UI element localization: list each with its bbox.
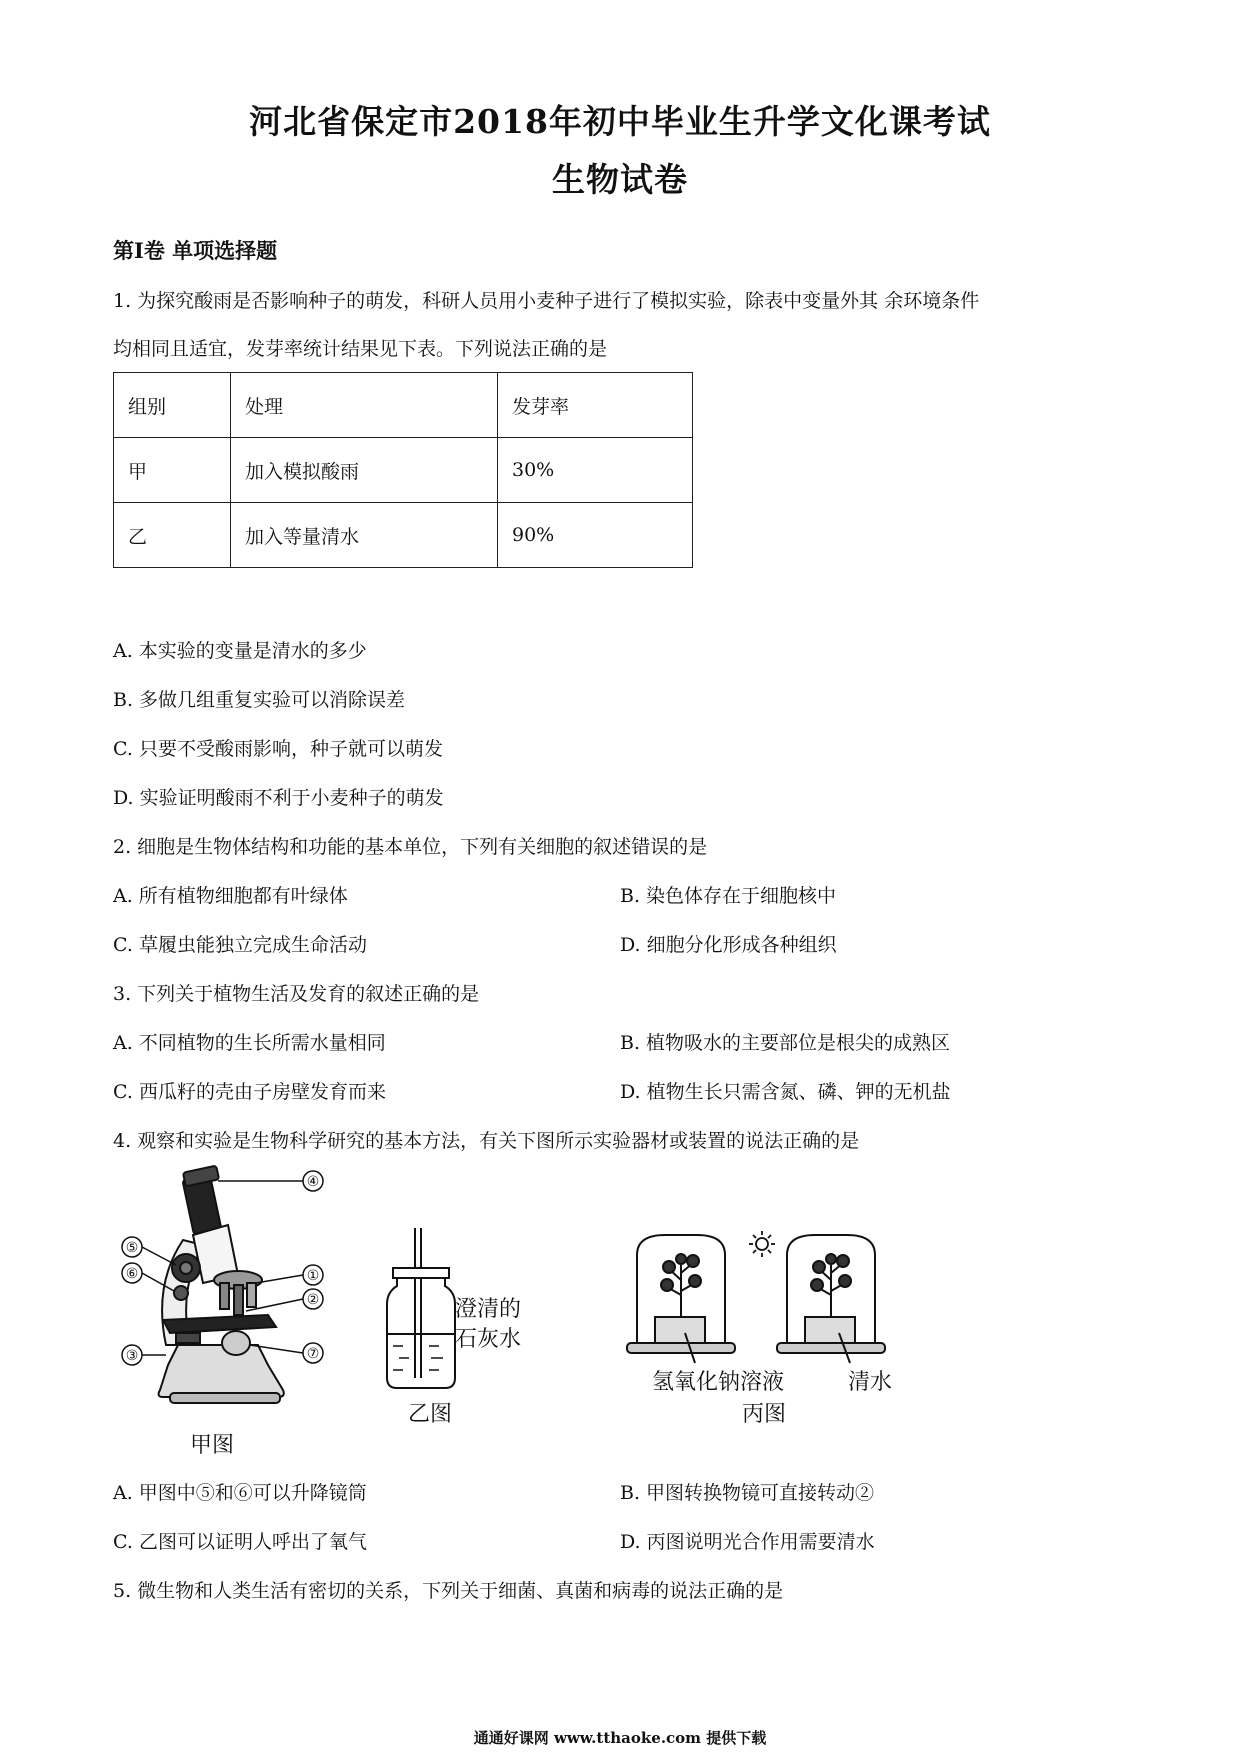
exam-subtitle: 生物试卷 — [552, 160, 688, 199]
table-cell: 加入模拟酸雨 — [231, 438, 498, 503]
q1-stem-line2: 均相同且适宜，发芽率统计结果见下表。下列说法正确的是 — [113, 338, 608, 360]
table-cell: 90% — [498, 503, 693, 568]
naoh-label: 氢氧化钠溶液 — [652, 1370, 785, 1395]
germination-table — [113, 372, 693, 568]
table-header-row — [114, 373, 693, 438]
table-cell: 乙 — [114, 503, 231, 568]
table-header-cell: 组别 — [114, 373, 231, 438]
q1-option-b: B. 多做几组重复实验可以消除误差 — [113, 689, 406, 711]
q4-option-a: A. 甲图中⑤和⑥可以升降镜筒 — [113, 1482, 367, 1504]
q4-option-d: D. 丙图说明光合作用需要清水 — [620, 1531, 875, 1553]
page-footer: 通通好课网 www.tthaoke.com 提供下载 — [473, 1729, 767, 1747]
callout-6: ⑥ — [125, 1266, 139, 1282]
q5-stem: 5. 微生物和人类生活有密切的关系，下列关于细菌、真菌和病毒的说法正确的是 — [113, 1580, 784, 1602]
table-row — [114, 438, 693, 503]
sun-icon — [748, 1230, 776, 1258]
lime-water-label-1: 澄清的 — [455, 1297, 522, 1322]
table-cell: 甲 — [114, 438, 231, 503]
q1-option-c: C. 只要不受酸雨影响，种子就可以萌发 — [113, 738, 443, 760]
water-label: 清水 — [848, 1370, 893, 1395]
table-cell: 30% — [498, 438, 693, 503]
q2-option-d: D. 细胞分化形成各种组织 — [620, 934, 837, 956]
q2-stem: 2. 细胞是生物体结构和功能的基本单位，下列有关细胞的叙述错误的是 — [113, 836, 708, 858]
q4-option-b: B. 甲图转换物镜可直接转动② — [620, 1482, 875, 1504]
table-header-cell: 处理 — [231, 373, 498, 438]
exam-title: 河北省保定市2018年初中毕业生升学文化课考试 — [249, 102, 991, 141]
section-heading: 第Ⅰ卷 单项选择题 — [113, 238, 278, 263]
callout-7: ⑦ — [306, 1346, 320, 1362]
q1-stem-line1: 1. 为探究酸雨是否影响种子的萌发，科研人员用小麦种子进行了模拟实验，除表中变量外其 余环境条件 — [113, 290, 980, 312]
q3-stem: 3. 下列关于植物生活及发育的叙述正确的是 — [113, 983, 480, 1005]
figure-yi-label: 乙图 — [408, 1402, 453, 1427]
q1-option-d: D. 实验证明酸雨不利于小麦种子的萌发 — [113, 787, 444, 809]
table-cell: 加入等量清水 — [231, 503, 498, 568]
callout-3: ③ — [125, 1348, 139, 1364]
figure-bing-label: 丙图 — [742, 1402, 787, 1427]
q3-option-a: A. 不同植物的生长所需水量相同 — [113, 1032, 386, 1054]
callout-1: ① — [306, 1268, 320, 1284]
q3-option-d: D. 植物生长只需含氮、磷、钾的无机盐 — [620, 1081, 951, 1103]
microscope-icon — [108, 1165, 358, 1455]
q4-option-c: C. 乙图可以证明人呼出了氧气 — [113, 1531, 367, 1553]
q3-option-b: B. 植物吸水的主要部位是根尖的成熟区 — [620, 1032, 951, 1054]
callout-5: ⑤ — [125, 1240, 139, 1256]
q3-option-c: C. 西瓜籽的壳由子房壁发育而来 — [113, 1081, 386, 1103]
q1-option-a: A. 本实验的变量是清水的多少 — [113, 640, 367, 662]
q2-option-a: A. 所有植物细胞都有叶绿体 — [113, 885, 348, 907]
figure-jia-label: 甲图 — [190, 1433, 235, 1458]
q4-stem: 4. 观察和实验是生物科学研究的基本方法，有关下图所示实验器材或装置的说法正确的是 — [113, 1130, 860, 1152]
lime-water-label-2: 石灰水 — [455, 1327, 522, 1352]
table-header-cell: 发芽率 — [498, 373, 693, 438]
callout-4: ④ — [306, 1174, 320, 1190]
q2-option-c: C. 草履虫能独立完成生命活动 — [113, 934, 367, 956]
q2-option-b: B. 染色体存在于细胞核中 — [620, 885, 837, 907]
callout-2: ② — [306, 1292, 320, 1308]
table-row — [114, 503, 693, 568]
